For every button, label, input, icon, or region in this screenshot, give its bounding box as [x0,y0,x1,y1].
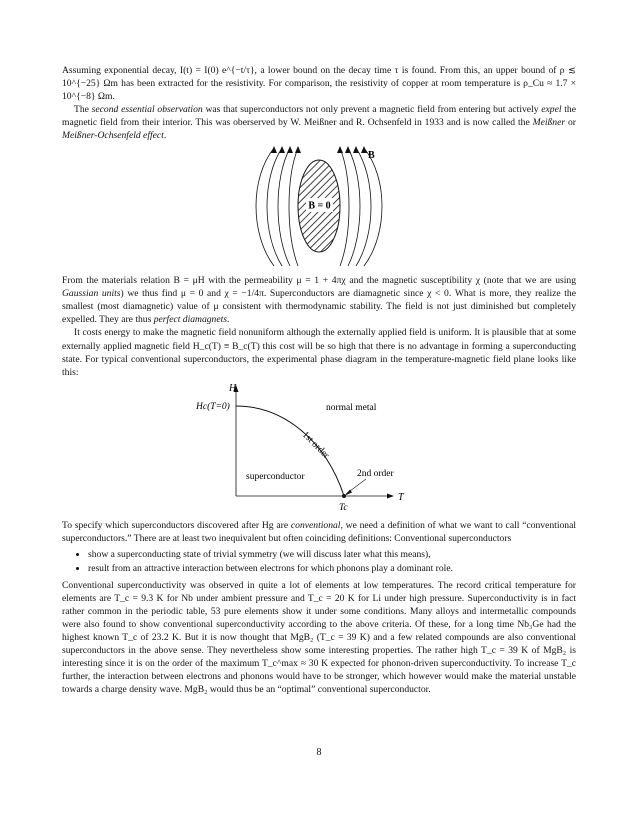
field-line [256,148,274,266]
superconductor-label: superconductor [246,471,305,482]
field-line [356,148,371,266]
axis-label-t: T [398,491,404,503]
page-body [62,64,576,696]
normal-metal-label: normal metal [326,402,377,413]
text: ) we thus find μ = 0 and χ = −1/4π. Superconductors are diamagnetic since χ < 0. What is more, they realize the smallest (most diamagnetic) value of μ consistent with thermodynamic stability. The field is not just diminished but completely expelled. They are thus [62,288,576,326]
emphasis: expel [541,104,562,116]
field-arrowheads [271,146,367,153]
hc0-label: Hc(T=0) [196,401,230,412]
tc-label: Tc [339,502,348,513]
text: or [565,117,576,129]
text: the magnetic field from their interior. This was oberserved by W. Meißner and R. Ochsenfeld in 1933 and is now called the [62,104,576,129]
first-order-label: 1st order [299,429,331,461]
tc-point [342,494,346,498]
b-field-label: B [368,150,375,162]
paragraph-meissner [62,103,576,142]
text: The [74,104,92,116]
text: , we need a definition of what we want to call “conventional superconductors.” There are at least two inequivalent but often coinciding definitions: Conventional superconductors [62,519,577,544]
paragraph-conventional [62,519,576,545]
second-order-label: 2nd order [357,468,394,479]
list-item: • result from an attractive interaction between electrons for which phonons play a dominant role. [88,562,576,575]
emphasis: second essential observation [91,104,203,116]
emphasis: Meißner-Ochsenfeld effect [62,130,164,142]
emphasis: Meißner [532,117,566,129]
field-line [267,148,282,266]
field-line [340,148,349,266]
text: . [227,314,230,326]
field-line [348,148,360,266]
page-number: 8 [316,747,322,758]
emphasis: Gaussian units [62,288,121,300]
paragraph-diamagnet [62,274,576,326]
paragraph-elements: Conventional superconductivity was observed in quite a lot of elements at low temperatures. The record critical temperature for elements are T_c = 9.3 K for Nb under ambient pressure and T_c = 20 K for Li under high pressure. Superconductivity is in fact rather common in the periodic table, 53 pure elements show it under some conditions. Many alloys and intermetallic compounds were also found to show conventional superconductivity according to the above criteria. Of these, for a long time Nb₃Ge had the highest known T_c of 23.2 K. But it is now thought that MgB₂ (T_c = 39 K) and a few related compounds are also conventional superconductors in the above sense. They nevertheless show some interesting properties. The rather high T_c = 39 K of MgB₂ is interesting since it is on the order of the maximum T_c^max ≈ 30 K expected for phonon-driven superconductivity. To increase T_c further, the interaction between electrons and phonons would have to be stronger, which however would make the material unstable towards a charge density wave. MgB₂ would thus be an “optimal” conventional superconductor. [62,579,576,696]
text: . [163,130,167,142]
axis-label-h: H [229,382,237,394]
field-line [289,148,298,266]
phase-diagram [194,381,444,515]
field-line [364,148,382,266]
meissner-figure [244,144,394,268]
field-line [278,148,290,266]
text: was that superconductors not only prevent a magnetic field from entering but actively [202,104,542,116]
b-zero-label: B = 0 [308,200,331,212]
text: To specify which superconductors discovered after Hg are [62,519,291,531]
definition-list [62,548,576,575]
emphasis: conventional [290,519,341,531]
text: From the materials relation B = μH with the permeability μ = 1 + 4πχ and the magnetic susceptibility χ (note that we are using [62,275,576,287]
paragraph-decay: Assuming exponential decay, I(t) = I(0) e^{−t/τ}, a lower bound on the decay time τ is found. From this, an upper bound of ρ ≲ 10^{−25} Ωm has been extracted for the resistivity. For comparison, the resistivity of copper at room temperature is ρ_Cu ≈ 1.7 × 10^{−8} Ωm. [62,65,576,103]
paragraph-critical-field: It costs energy to make the magnetic field nonuniform although the externally applied field is uniform. It is plausible that at some externally applied magnetic field H_c(T) ≡ B_c(T) this cost will be so high that there is no advantage in forming a superconducting state. For typical conventional superconductors, the experimental phase diagram in the temperature-magnetic field plane looks like this: [62,327,576,378]
list-item: • show a superconducting state of trivial symmetry (we will discuss later what this means), [88,548,576,561]
x-axis-arrow [387,493,394,498]
emphasis: perfect diamagnets [153,314,228,326]
